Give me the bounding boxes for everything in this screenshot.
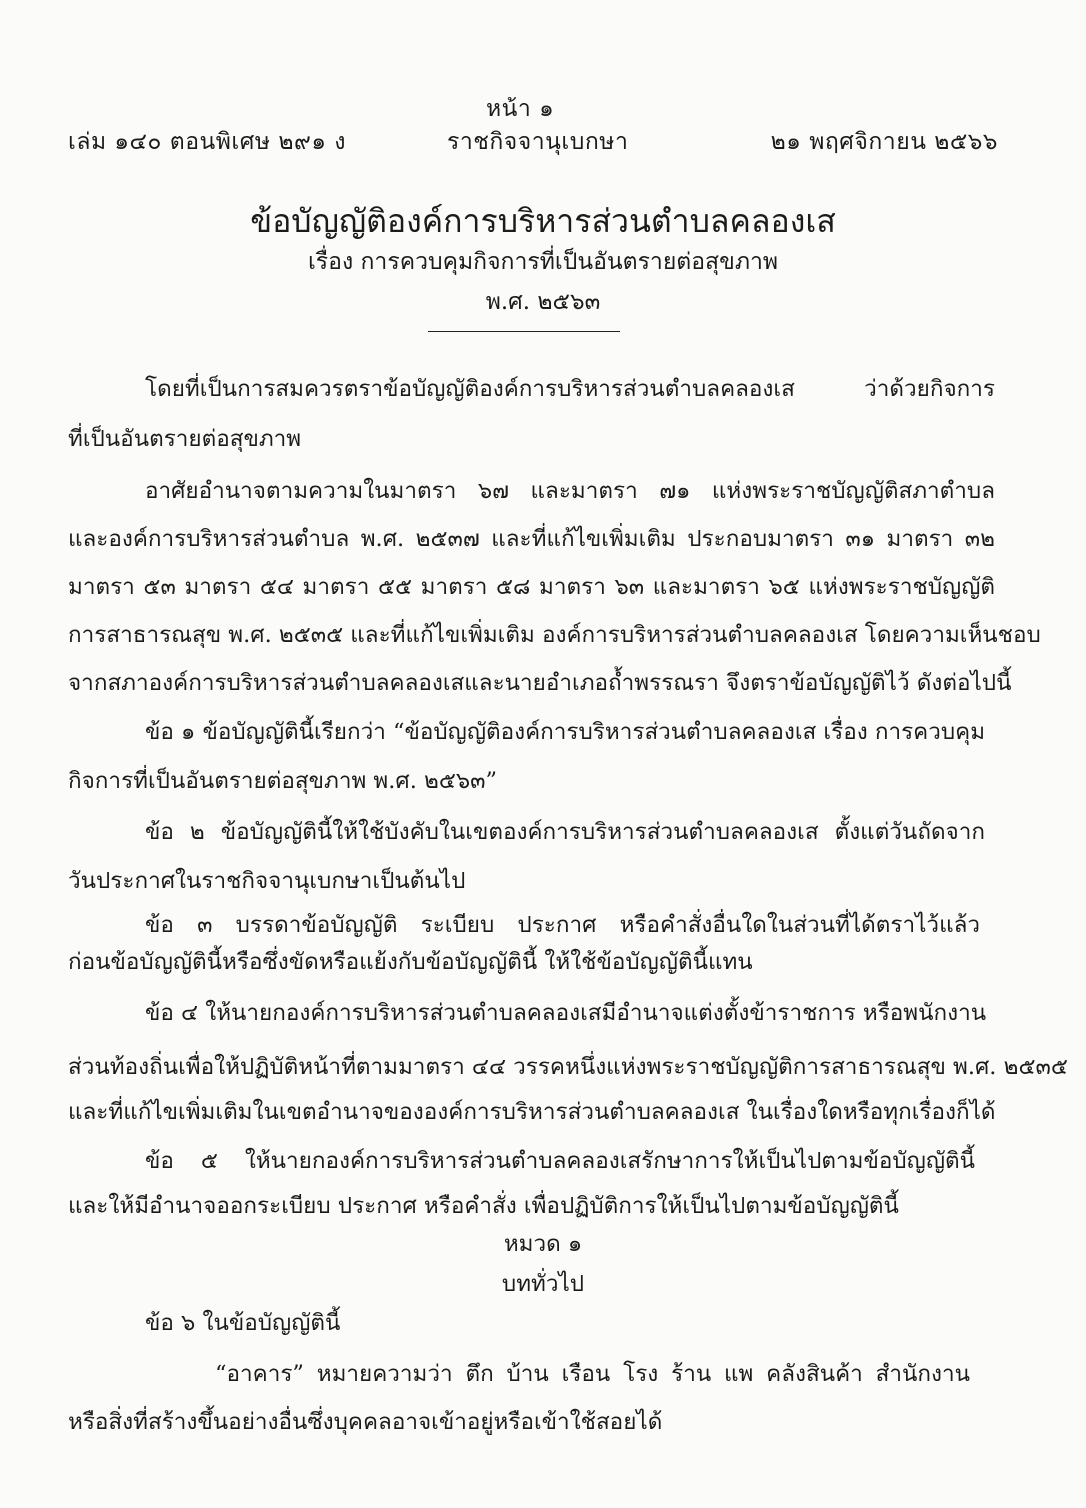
document-year: พ.ศ. ๒๕๖๓ [485, 289, 601, 315]
preamble-line: ที่เป็นอันตรายต่อสุขภาพ [68, 426, 302, 452]
section-6-line: ข้อ ๖ ในข้อบัญญัตินี้ [145, 1310, 341, 1336]
authority-line: มาตรา ๕๓ มาตรา ๕๔ มาตรา ๕๕ มาตรา ๕๘ มาตรา ๖๓ และมาตรา ๖๕ แห่งพระราชบัญญัติ [68, 574, 995, 600]
section-4-line: ข้อ ๔ ให้นายกองค์การบริหารส่วนตำบลคลองเสมีอำนาจแต่งตั้งข้าราชการ หรือพนักงาน [145, 1000, 987, 1026]
section-3-line: ก่อนข้อบัญญัตินี้หรือซึ่งขัดหรือแย้งกับข้อบัญญัตินี้ ให้ใช้ข้อบัญญัตินี้แทน [68, 949, 753, 975]
chapter-number: หมวด ๑ [503, 1231, 583, 1257]
chapter-title: บททั่วไป [501, 1271, 585, 1297]
authority-line: และองค์การบริหารส่วนตำบล พ.ศ. ๒๕๓๗ และที่แก้ไขเพิ่มเติม ประกอบมาตรา ๓๑ มาตรา ๓๒ [68, 526, 995, 552]
page-number: หน้า ๑ [486, 96, 555, 122]
definition-line: หรือสิ่งที่สร้างขึ้นอย่างอื่นซึ่งบุคคลอาจเข้าอยู่หรือเข้าใช้สอยได้ [68, 1409, 663, 1435]
section-1-line: กิจการที่เป็นอันตรายต่อสุขภาพ พ.ศ. ๒๕๖๓” [68, 768, 498, 794]
authority-line: การสาธารณสุข พ.ศ. ๒๕๓๕ และที่แก้ไขเพิ่มเติม องค์การบริหารส่วนตำบลคลองเส โดยความเห็นชอบ [68, 622, 1041, 648]
section-2-line: ข้อ ๒ ข้อบัญญัตินี้ให้ใช้บังคับในเขตองค์การบริหารส่วนตำบลคลองเส ตั้งแต่วันถัดจาก [145, 819, 985, 845]
section-5-line: และให้มีอำนาจออกระเบียบ ประกาศ หรือคำสั่ง เพื่อปฏิบัติการให้เป็นไปตามข้อบัญญัตินี้ [68, 1193, 899, 1219]
section-4-line: และที่แก้ไขเพิ่มเติมในเขตอำนาจขององค์การบริหารส่วนตำบลคลองเส ในเรื่องใดหรือทุกเรื่องก็ได้ [68, 1099, 996, 1125]
preamble-line: โดยที่เป็นการสมควรตราข้อบัญญัติองค์การบริหารส่วนตำบลคลองเส ว่าด้วยกิจการ [145, 376, 995, 402]
publication-date: ๒๑ พฤศจิกายน ๒๕๖๖ [770, 129, 998, 155]
authority-line: จากสภาองค์การบริหารส่วนตำบลคลองเสและนายอำเภอถ้ำพรรณรา จึงตราข้อบัญญัติไว้ ดังต่อไปนี้ [68, 670, 1012, 696]
section-2-line: วันประกาศในราชกิจจานุเบกษาเป็นต้นไป [68, 868, 466, 894]
section-5-line: ข้อ ๕ ให้นายกองค์การบริหารส่วนตำบลคลองเสรักษาการให้เป็นไปตามข้อบัญญัตินี้ [145, 1148, 975, 1174]
authority-line: อาศัยอำนาจตามความในมาตรา ๖๗ และมาตรา ๗๑ แห่งพระราชบัญญัติสภาตำบล [145, 478, 995, 504]
document-subject: เรื่อง การควบคุมกิจการที่เป็นอันตรายต่อสุขภาพ [307, 249, 779, 275]
title-divider [428, 331, 620, 332]
gazette-name: ราชกิจจานุเบกษา [447, 129, 629, 155]
section-1-line: ข้อ ๑ ข้อบัญญัตินี้เรียกว่า “ข้อบัญญัติองค์การบริหารส่วนตำบลคลองเส เรื่อง การควบคุม [145, 719, 986, 745]
document-title: ข้อบัญญัติองค์การบริหารส่วนตำบลคลองเส [250, 202, 836, 240]
volume-issue: เล่ม ๑๔๐ ตอนพิเศษ ๒๙๑ ง [68, 129, 346, 155]
section-4-line: ส่วนท้องถิ่นเพื่อให้ปฏิบัติหน้าที่ตามมาตรา ๔๔ วรรคหนึ่งแห่งพระราชบัญญัติการสาธารณสุข พ.ศ. ๒๕๓๕ [68, 1054, 1068, 1080]
definition-line: “อาคาร” หมายความว่า ตึก บ้าน เรือน โรง ร้าน แพ คลังสินค้า สำนักงาน [215, 1361, 970, 1387]
section-3-line: ข้อ ๓ บรรดาข้อบัญญัติ ระเบียบ ประกาศ หรือคำสั่งอื่นใดในส่วนที่ได้ตราไว้แล้ว [145, 912, 980, 938]
